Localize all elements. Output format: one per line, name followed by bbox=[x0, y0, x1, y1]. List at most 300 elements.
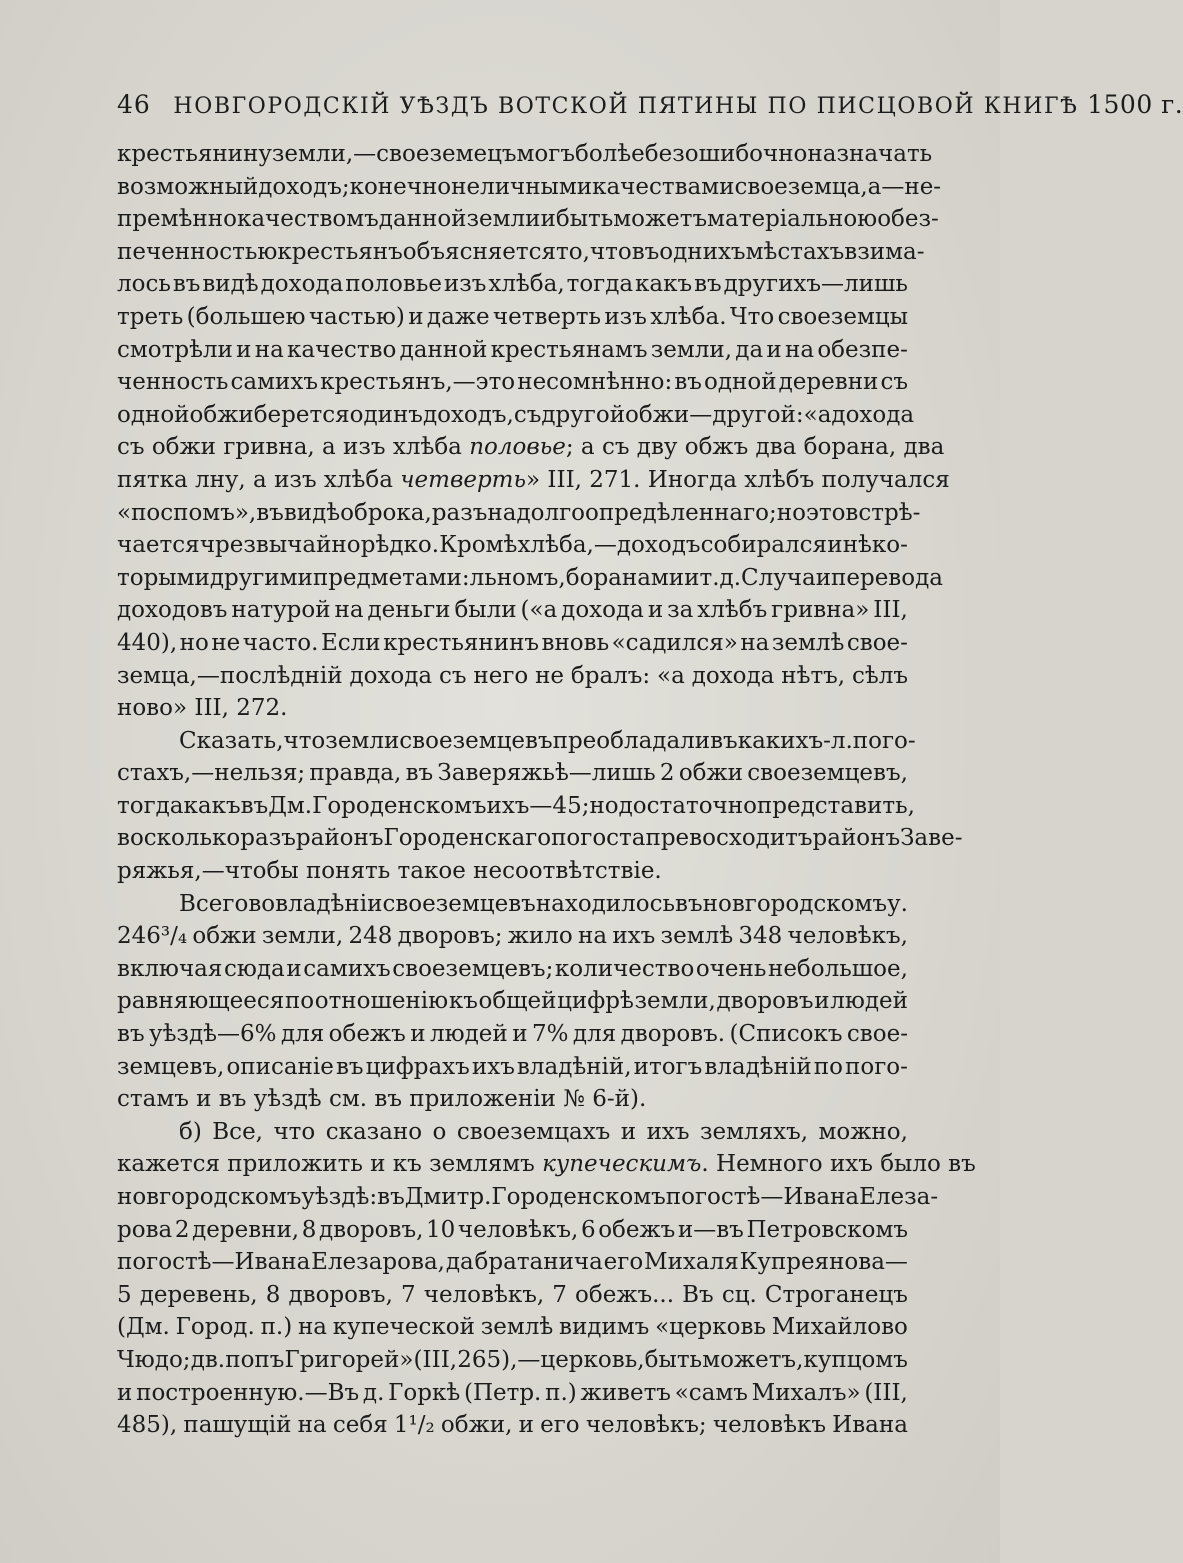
word: предметами: bbox=[312, 564, 470, 591]
word: Михаля bbox=[644, 1249, 739, 1276]
word: нѣтъ, bbox=[781, 662, 846, 689]
word: торыми bbox=[117, 564, 210, 591]
word: для bbox=[280, 1021, 325, 1048]
word: пашущій bbox=[183, 1412, 292, 1439]
word: половье bbox=[345, 271, 442, 298]
word: взима- bbox=[844, 238, 925, 265]
italic-term: половье bbox=[469, 434, 566, 461]
word: ченность bbox=[117, 369, 229, 396]
word: вновь bbox=[541, 629, 610, 656]
word: 2 bbox=[174, 1216, 190, 1243]
word: 440), bbox=[117, 629, 178, 656]
word: Григорей» bbox=[284, 1346, 414, 1373]
word: и bbox=[410, 1021, 426, 1048]
text-line bbox=[117, 985, 908, 1018]
word: цифрѣ bbox=[557, 988, 634, 1015]
text-line bbox=[117, 1051, 908, 1084]
word: Дмитр. bbox=[404, 1184, 492, 1210]
word: другой bbox=[541, 401, 626, 428]
word: деревень, bbox=[139, 1281, 258, 1308]
word: и bbox=[647, 597, 664, 624]
word: 5 bbox=[117, 1281, 132, 1308]
text-segment: . Немного ихъ было въ bbox=[701, 1151, 976, 1178]
word: собирался bbox=[700, 532, 828, 559]
word: земли, bbox=[650, 336, 733, 363]
word: на bbox=[785, 336, 815, 363]
word: Все, bbox=[212, 1118, 263, 1145]
word: обежъ bbox=[328, 1021, 406, 1048]
word: однихъ bbox=[659, 238, 746, 265]
word: Строганецъ bbox=[764, 1281, 908, 1308]
word: частью) bbox=[308, 303, 405, 330]
word: купцомъ bbox=[803, 1346, 908, 1373]
word: своеземцы bbox=[777, 303, 908, 330]
word: безошибочно bbox=[644, 141, 808, 167]
word: Горкѣ bbox=[388, 1379, 461, 1406]
word: сказано bbox=[325, 1118, 423, 1145]
word: возможный bbox=[117, 173, 259, 200]
word: землѣ bbox=[480, 1314, 554, 1341]
word: но bbox=[776, 499, 806, 526]
word: и bbox=[518, 1412, 534, 1439]
word: дв. bbox=[190, 1346, 226, 1373]
word: попъ bbox=[225, 1346, 285, 1373]
word: у. bbox=[887, 890, 908, 917]
word: п.) bbox=[545, 1379, 577, 1406]
text-segment: ряжья,—чтобы понять такое несоотвѣтствіе. bbox=[117, 858, 662, 885]
word: да bbox=[735, 336, 764, 363]
word: опредѣленнаго; bbox=[584, 499, 777, 526]
word: и bbox=[286, 955, 302, 982]
word: да bbox=[445, 1249, 474, 1276]
word: Елеза- bbox=[859, 1184, 939, 1210]
word: дохода bbox=[691, 662, 775, 689]
word: дохода bbox=[831, 401, 915, 428]
word: итогъ bbox=[633, 1053, 703, 1080]
word: т. bbox=[699, 564, 720, 591]
word: Случаи bbox=[741, 564, 832, 591]
word: Дм. bbox=[268, 792, 313, 819]
word: него bbox=[473, 662, 529, 689]
text-line bbox=[117, 790, 915, 823]
word: д. bbox=[719, 564, 742, 591]
page-number: 46 bbox=[117, 90, 151, 119]
word: (III, bbox=[864, 1379, 908, 1406]
word: и bbox=[117, 1379, 133, 1406]
word: очень bbox=[695, 955, 767, 982]
word: стахъ,—нельзя; bbox=[117, 760, 306, 787]
word: во bbox=[248, 890, 276, 917]
word: (III, bbox=[413, 1346, 458, 1373]
word: къ bbox=[448, 988, 478, 1015]
word: отношенію bbox=[314, 988, 449, 1015]
word: въ bbox=[117, 1021, 145, 1048]
text-line bbox=[117, 334, 908, 367]
word: лось bbox=[117, 271, 171, 298]
word: обежъ bbox=[598, 1216, 676, 1243]
word: быть bbox=[555, 206, 614, 233]
word: уѣздѣ—6% bbox=[149, 1021, 277, 1048]
word: какъ bbox=[635, 271, 693, 298]
text-segment: ; а съ дву обжъ два борана, два bbox=[565, 434, 945, 461]
word: на bbox=[334, 597, 364, 624]
word: чается bbox=[117, 532, 200, 559]
text-segment: пятка лну, а изъ хлѣба bbox=[117, 466, 401, 493]
word: обезпе- bbox=[817, 336, 908, 363]
word: объясняется bbox=[402, 238, 557, 265]
word: назначать bbox=[807, 141, 933, 167]
word: включая bbox=[117, 955, 223, 982]
word: его bbox=[603, 1249, 644, 1276]
word: дохода bbox=[260, 271, 344, 298]
word: одной bbox=[704, 369, 777, 396]
word: 7% bbox=[531, 1021, 569, 1048]
word: дворовъ, bbox=[318, 1216, 424, 1243]
word: встрѣ- bbox=[845, 499, 921, 526]
word: 6 bbox=[580, 1216, 596, 1243]
text-line bbox=[117, 529, 908, 562]
word: тогда bbox=[117, 792, 184, 819]
text-line bbox=[117, 562, 943, 595]
word: новгородскомъ bbox=[702, 890, 888, 917]
word: быть bbox=[644, 1346, 703, 1373]
text-line bbox=[117, 399, 915, 432]
word: въ bbox=[675, 890, 703, 917]
word: Заверяжьѣ—лишь bbox=[437, 760, 656, 787]
word: можетъ, bbox=[702, 1346, 804, 1373]
word: треть bbox=[117, 303, 184, 330]
word: обжи bbox=[192, 923, 257, 950]
text-line bbox=[117, 627, 908, 660]
word: Городенскаго bbox=[383, 825, 552, 852]
word: хлѣба,—доходъ bbox=[517, 532, 701, 559]
text-line bbox=[117, 171, 942, 204]
word: человѣкъ bbox=[712, 1412, 826, 1439]
text-line bbox=[117, 953, 908, 986]
text-line bbox=[117, 1116, 908, 1149]
header-year: 1500 г. bbox=[1087, 90, 1183, 119]
word: районъ bbox=[295, 825, 384, 852]
word: бралъ: bbox=[570, 662, 651, 689]
word: «а bbox=[657, 662, 685, 689]
word: въ bbox=[172, 271, 201, 298]
word: о bbox=[432, 1118, 447, 1145]
word: дворовъ, bbox=[288, 1281, 393, 1308]
word: хлѣба. bbox=[650, 303, 727, 330]
word: своеземцевъ bbox=[399, 727, 553, 754]
word: человѣкъ, bbox=[787, 923, 908, 950]
word: и bbox=[684, 564, 700, 591]
word: съ bbox=[439, 662, 467, 689]
word: одинъ bbox=[349, 401, 423, 428]
word: рѣдко. bbox=[360, 532, 440, 559]
word: льномъ, bbox=[469, 564, 566, 591]
word: и bbox=[408, 303, 424, 330]
word: деревни, bbox=[192, 1216, 300, 1243]
word: тогда bbox=[566, 271, 634, 298]
word: не bbox=[535, 662, 565, 689]
text-line bbox=[117, 692, 908, 725]
text-line bbox=[117, 301, 908, 334]
text-line bbox=[117, 1279, 908, 1312]
word: можетъ bbox=[613, 206, 708, 233]
word: какихъ-л. bbox=[737, 727, 853, 754]
running-header bbox=[117, 90, 1183, 130]
word: и bbox=[827, 532, 843, 559]
word: человѣкъ, bbox=[457, 1216, 579, 1243]
italic-term: купеческимъ bbox=[542, 1151, 702, 1178]
text-line bbox=[117, 594, 908, 627]
word: съ bbox=[880, 369, 908, 396]
word: за bbox=[667, 597, 694, 624]
word: Елезарова, bbox=[311, 1249, 445, 1276]
word: видѣ bbox=[202, 271, 259, 298]
word: нѣко- bbox=[842, 532, 908, 559]
text-line bbox=[117, 1018, 908, 1051]
word: 485), bbox=[117, 1412, 178, 1439]
word: во bbox=[117, 825, 144, 852]
word: обжи bbox=[189, 401, 254, 428]
word: (Петр. bbox=[463, 1379, 542, 1406]
word: и—въ bbox=[677, 1216, 744, 1243]
word: земли,—своеземецъ bbox=[271, 141, 517, 167]
word: крестьянъ,—это bbox=[320, 369, 516, 396]
text-line bbox=[117, 660, 908, 693]
word: земляхъ, bbox=[699, 1118, 809, 1145]
word: (Дм. bbox=[117, 1314, 170, 1341]
text-line bbox=[117, 497, 921, 530]
word: погостѣ—Ивана bbox=[665, 1184, 860, 1210]
word: Город. bbox=[175, 1314, 255, 1341]
word: въ bbox=[631, 238, 660, 265]
word: б) bbox=[179, 1118, 202, 1145]
word: купеческой bbox=[332, 1314, 475, 1341]
word: людей bbox=[830, 988, 908, 1015]
word: въ bbox=[256, 499, 284, 526]
word: четверть bbox=[492, 303, 601, 330]
word: Въ bbox=[682, 1281, 714, 1308]
word: даже bbox=[426, 303, 490, 330]
word: районъ bbox=[812, 825, 901, 852]
word: гривна» bbox=[771, 597, 870, 624]
word: достаточно bbox=[618, 792, 757, 819]
word: качествами bbox=[592, 173, 735, 200]
word: печенностью bbox=[117, 238, 278, 265]
word: и bbox=[766, 336, 782, 363]
word: Что bbox=[729, 303, 775, 330]
word: и bbox=[814, 988, 830, 1015]
word: 248 bbox=[348, 923, 393, 950]
text-line bbox=[117, 236, 925, 269]
word: крестьянъ bbox=[277, 238, 403, 265]
word: по bbox=[284, 988, 315, 1015]
word: правда, bbox=[309, 760, 402, 787]
word: что bbox=[589, 238, 632, 265]
word: ихъ—45; bbox=[486, 792, 590, 819]
word: 8 bbox=[265, 1281, 281, 1308]
word: своеземца, bbox=[734, 173, 868, 200]
text-line bbox=[117, 268, 908, 301]
word: дохода bbox=[349, 662, 433, 689]
word: по bbox=[813, 1053, 843, 1080]
word: описаніе bbox=[226, 1053, 334, 1080]
word: хлѣбъ bbox=[697, 597, 768, 624]
word: 2 bbox=[659, 760, 675, 787]
word: погостѣ—Ивана bbox=[117, 1249, 311, 1276]
word: д. bbox=[362, 1379, 385, 1406]
word: построенную.—Въ bbox=[136, 1379, 360, 1406]
word: Сказать, bbox=[179, 727, 284, 754]
word: доходъ, bbox=[422, 401, 514, 428]
word: часто. bbox=[242, 629, 319, 656]
word: обжи—другой: bbox=[625, 401, 804, 428]
word: въ bbox=[377, 1184, 405, 1210]
word: не bbox=[451, 173, 481, 200]
word: сѣлъ bbox=[851, 662, 908, 689]
text-line bbox=[117, 1214, 908, 1247]
word: крестьянамъ bbox=[490, 336, 648, 363]
word: себя bbox=[332, 1412, 388, 1439]
word: земли bbox=[325, 727, 400, 754]
text-segment: съ обжи гривна, а изъ хлѣба bbox=[117, 434, 470, 461]
word: болѣе bbox=[574, 141, 645, 167]
word: хлѣба, bbox=[488, 271, 565, 298]
word: земли, bbox=[261, 923, 344, 950]
word: п.) bbox=[260, 1314, 293, 1341]
word: а—не- bbox=[867, 173, 942, 200]
word: 1¹/₂ bbox=[393, 1412, 435, 1439]
word: Всего bbox=[179, 890, 249, 917]
word: самихъ bbox=[230, 369, 318, 396]
word: погоста bbox=[551, 825, 646, 852]
word: свое- bbox=[846, 629, 908, 656]
word: другихъ—лишь bbox=[723, 271, 908, 298]
word: на bbox=[297, 1412, 327, 1439]
text-line bbox=[117, 203, 939, 236]
word: берется bbox=[253, 401, 350, 428]
word: (Списокъ bbox=[729, 1021, 843, 1048]
word: его bbox=[540, 1412, 580, 1439]
word: какъ bbox=[183, 792, 241, 819]
word: своеземцевъ bbox=[382, 890, 536, 917]
text-segment: стамъ и въ уѣздѣ см. въ приложеніи № 6-й). bbox=[117, 1086, 647, 1113]
word: владѣній bbox=[704, 1053, 812, 1080]
word: своеземцахъ bbox=[456, 1118, 611, 1145]
word: надолго bbox=[487, 499, 585, 526]
body-text bbox=[117, 138, 976, 1442]
word: Михайлово bbox=[771, 1314, 908, 1341]
text-line bbox=[117, 1083, 908, 1116]
word: въ bbox=[335, 1053, 364, 1080]
text-segment: ново» III, 272. bbox=[117, 695, 288, 722]
word: на bbox=[740, 629, 770, 656]
word: Чюдо; bbox=[117, 1346, 191, 1373]
word: человѣкъ; bbox=[585, 1412, 707, 1439]
word: личными bbox=[480, 173, 593, 200]
word: другими bbox=[209, 564, 313, 591]
word: и bbox=[236, 336, 252, 363]
word: самихъ bbox=[303, 955, 391, 982]
word: владѣніи bbox=[275, 890, 383, 917]
word: но bbox=[589, 792, 619, 819]
word: сюда bbox=[223, 955, 285, 982]
word: доходъ; bbox=[258, 173, 350, 200]
word: 265),—церковь, bbox=[457, 1346, 645, 1373]
word: Городенскомъ bbox=[491, 1184, 666, 1210]
text-line bbox=[117, 1246, 908, 1279]
word: обез- bbox=[877, 206, 939, 233]
word: Заве- bbox=[900, 825, 963, 852]
word: были bbox=[454, 597, 517, 624]
word: изъ bbox=[443, 271, 487, 298]
word: но bbox=[179, 629, 209, 656]
word: и bbox=[512, 1021, 528, 1048]
word: «церковь bbox=[655, 1314, 766, 1341]
word: живетъ bbox=[580, 1379, 671, 1406]
running-title: НОВГОРОДСКІЙ УѢЗДЪ ВОТСКОЙ ПЯТИНЫ ПО ПИСЦОВОЙ КНИГѢ bbox=[173, 94, 1079, 119]
text-line bbox=[117, 822, 963, 855]
word: 10 bbox=[426, 1216, 456, 1243]
word: своеземцевъ; bbox=[392, 955, 554, 982]
text-line bbox=[117, 366, 908, 399]
word: съ bbox=[513, 401, 542, 428]
word: деньги bbox=[367, 597, 451, 624]
word: въ bbox=[694, 271, 722, 298]
word: на bbox=[297, 1314, 328, 1341]
word: преобладали bbox=[552, 727, 711, 754]
word: и bbox=[620, 1118, 637, 1145]
word: премѣнно bbox=[117, 206, 237, 233]
word: боранами bbox=[565, 564, 685, 591]
word: разъ bbox=[431, 499, 488, 526]
word: конечно bbox=[349, 173, 452, 200]
word: «а bbox=[803, 401, 832, 428]
word: пого- bbox=[845, 1053, 908, 1080]
word: новгородскомъ bbox=[117, 1184, 302, 1210]
word: землѣ bbox=[771, 629, 845, 656]
word: сц. bbox=[721, 1281, 757, 1308]
word: крестьянину bbox=[117, 141, 272, 167]
word: своеземцевъ, bbox=[747, 760, 908, 787]
word: свое- bbox=[846, 1021, 908, 1048]
text-line bbox=[117, 920, 908, 953]
word: для bbox=[572, 1021, 617, 1048]
text-line bbox=[117, 855, 908, 888]
text-segment: » III, 271. Иногда хлѣбъ получался bbox=[526, 466, 950, 493]
text-line bbox=[117, 725, 916, 758]
word: то, bbox=[556, 238, 590, 265]
word: Петровскомъ bbox=[746, 1216, 908, 1243]
word: дворовъ. bbox=[620, 1021, 726, 1048]
word: доходовъ bbox=[117, 597, 228, 624]
word: видимъ bbox=[559, 1314, 650, 1341]
word: видѣ bbox=[283, 499, 341, 526]
word: несомнѣнно: bbox=[517, 369, 673, 396]
word: ихъ bbox=[646, 1118, 690, 1145]
word: небольшое, bbox=[767, 955, 908, 982]
word: земца,—послѣдній bbox=[117, 662, 343, 689]
word: находилось bbox=[535, 890, 676, 917]
word: Если bbox=[320, 629, 381, 656]
word: цифрахъ bbox=[365, 1053, 470, 1080]
word: (большею bbox=[186, 303, 306, 330]
word: въ bbox=[710, 727, 738, 754]
word: 246³/₄ bbox=[117, 923, 188, 950]
text-line bbox=[117, 1409, 908, 1442]
text-line bbox=[117, 1148, 976, 1181]
word: Купреянова— bbox=[739, 1249, 908, 1276]
text-line bbox=[117, 464, 950, 497]
